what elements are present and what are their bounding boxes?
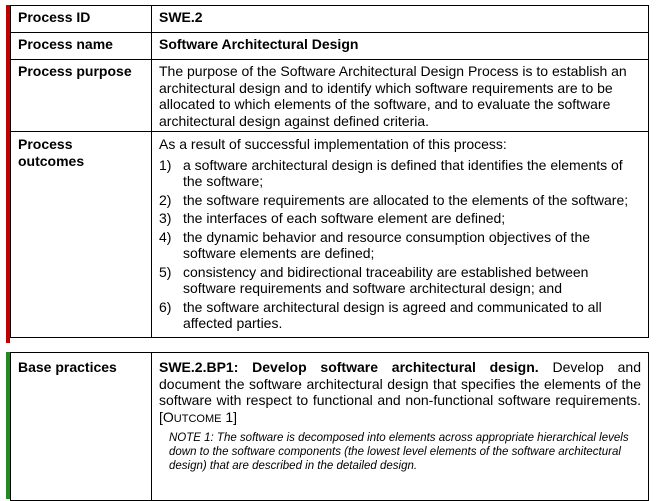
process-name-label: Process name xyxy=(11,33,152,60)
process-id-value: SWE.2 xyxy=(152,6,649,33)
process-name-row xyxy=(11,33,649,60)
process-outcomes-cell xyxy=(152,132,649,338)
outcome-item: 5) consistency and bidirectional traceability are established between software requirements and software architectural design; and xyxy=(159,263,589,296)
process-outcomes-label: Process outcomes xyxy=(11,132,152,338)
process-purpose-row xyxy=(11,60,649,132)
process-outcomes-intro: As a result of successful implementation of this process: xyxy=(159,136,507,152)
process-outcomes-row xyxy=(11,132,649,338)
process-purpose-text: The purpose of the Software Architectural Design Process is to establish an architectural design and to identify which software requirements are to be allocated to which elements of the software, and to evaluate the software architectural design against defined criteria. xyxy=(152,60,649,132)
process-table xyxy=(10,5,649,338)
base-practice-bp1 xyxy=(159,359,641,427)
base-practice-cell xyxy=(152,353,649,501)
outcome-item: 2) the software requirements are allocated to the elements of the software; xyxy=(159,191,629,208)
base-practices-table xyxy=(10,352,649,501)
bp1-outcome-ref: [OUTCOME 1] xyxy=(159,408,238,425)
base-practices-row xyxy=(11,353,649,501)
process-id-row xyxy=(11,6,649,33)
outcome-item: 1) a software architectural design is defined that identifies the elements of the software; xyxy=(159,156,623,189)
base-practices-label: Base practices xyxy=(11,353,152,501)
outcome-item: 4) the dynamic behavior and resource consumption objectives of the software elements are defined; xyxy=(159,228,591,261)
bp1-title: SWE.2.BP1: Develop software architectural design. xyxy=(159,359,539,375)
outcome-item: 3) the interfaces of each software element are defined; xyxy=(159,210,506,226)
bp1-text: Develop and document the software architectural design that specifies the elements of the software with respect to functional and non-functional software requirements. xyxy=(159,359,641,408)
bp1-note: NOTE 1: The software is decomposed into elements across appropriate hierarchical levels down to the software components (the lowest level elements of the software architectural design) that are described in the detailed design. xyxy=(169,432,629,472)
process-name-value: Software Architectural Design xyxy=(152,33,649,60)
outcome-item: 6) the software architectural design is agreed and communicated to all affected parties. xyxy=(159,298,602,331)
process-purpose-label: Process purpose xyxy=(11,60,152,132)
process-id-label: Process ID xyxy=(11,6,152,33)
outcomes-list xyxy=(159,157,641,332)
